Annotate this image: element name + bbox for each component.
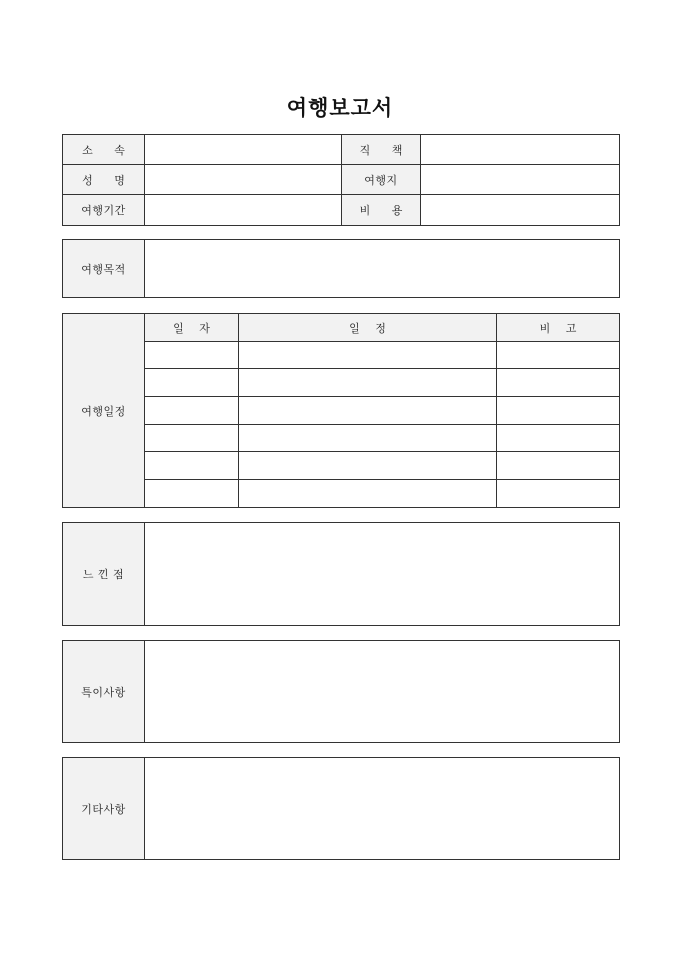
- position-field[interactable]: [421, 135, 620, 165]
- other-notes-field[interactable]: [145, 758, 620, 860]
- itinerary-remarks-cell[interactable]: [497, 342, 620, 369]
- itinerary-remarks-cell[interactable]: [497, 480, 620, 508]
- page-title: 여행보고서: [286, 96, 394, 120]
- itinerary-date-cell[interactable]: [145, 480, 239, 508]
- cost-field[interactable]: [421, 195, 620, 226]
- itinerary-remarks-cell[interactable]: [497, 397, 620, 425]
- itinerary-schedule-cell[interactable]: [239, 397, 497, 425]
- itinerary-date-cell[interactable]: [145, 425, 239, 452]
- itinerary-date-cell[interactable]: [145, 369, 239, 397]
- table-row: [63, 342, 620, 369]
- itinerary-schedule-cell[interactable]: [239, 369, 497, 397]
- cost-label: 비 용: [342, 195, 421, 226]
- position-label: 직 책: [342, 135, 421, 165]
- special-notes-label: 특이사항: [63, 641, 145, 743]
- affiliation-field[interactable]: [145, 135, 342, 165]
- period-field[interactable]: [145, 195, 342, 226]
- purpose-label: 여행목적: [63, 240, 145, 298]
- other-notes-label: 기타사항: [63, 758, 145, 860]
- special-notes-table: [62, 640, 620, 743]
- purpose-table: [62, 239, 620, 298]
- itinerary-header-date: 일 자: [145, 314, 239, 342]
- table-row: [63, 425, 620, 452]
- table-row: [63, 397, 620, 425]
- table-row: [63, 369, 620, 397]
- itinerary-remarks-cell[interactable]: [497, 452, 620, 480]
- itinerary-label: 여행일정: [63, 314, 145, 508]
- itinerary-remarks-cell[interactable]: [497, 425, 620, 452]
- itinerary-header-remarks: 비 고: [497, 314, 620, 342]
- itinerary-schedule-cell[interactable]: [239, 480, 497, 508]
- name-field[interactable]: [145, 165, 342, 195]
- impressions-field[interactable]: [145, 523, 620, 626]
- affiliation-label: 소 속: [63, 135, 145, 165]
- purpose-field[interactable]: [145, 240, 620, 298]
- itinerary-remarks-cell[interactable]: [497, 369, 620, 397]
- table-row: [63, 480, 620, 508]
- itinerary-date-cell[interactable]: [145, 397, 239, 425]
- other-notes-table: [62, 757, 620, 860]
- itinerary-schedule-cell[interactable]: [239, 452, 497, 480]
- itinerary-date-cell[interactable]: [145, 452, 239, 480]
- impressions-table: [62, 522, 620, 626]
- period-label: 여행기간: [63, 195, 145, 226]
- destination-field[interactable]: [421, 165, 620, 195]
- destination-label: 여행지: [342, 165, 421, 195]
- itinerary-header-schedule: 일 정: [239, 314, 497, 342]
- impressions-label: 느 낀 점: [63, 523, 145, 626]
- itinerary-schedule-cell[interactable]: [239, 342, 497, 369]
- info-table: [62, 134, 620, 226]
- special-notes-field[interactable]: [145, 641, 620, 743]
- itinerary-table: [62, 313, 620, 508]
- itinerary-schedule-cell[interactable]: [239, 425, 497, 452]
- table-row: [63, 452, 620, 480]
- name-label: 성 명: [63, 165, 145, 195]
- itinerary-date-cell[interactable]: [145, 342, 239, 369]
